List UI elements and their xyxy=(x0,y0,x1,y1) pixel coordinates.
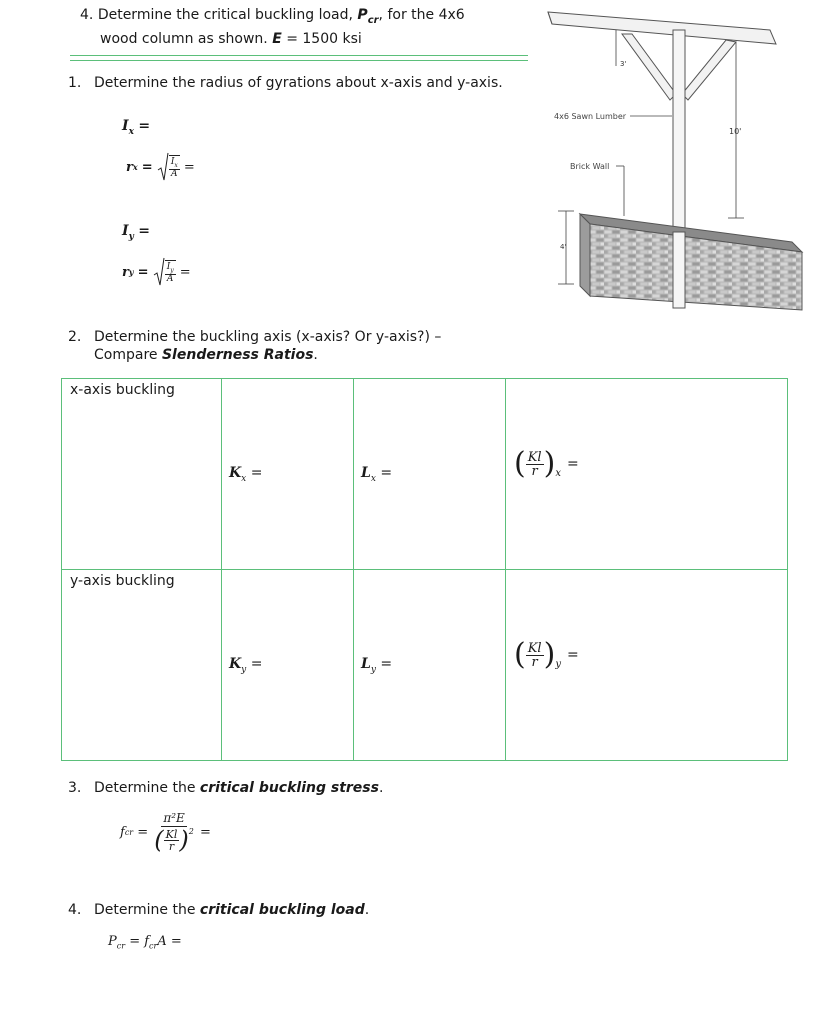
dim-top-label: 3' xyxy=(620,60,627,68)
q4-bold-term: critical buckling load xyxy=(199,902,365,918)
rx-formula: r x = $\frac{I_x}{A}$ = xyxy=(126,152,195,182)
pcr-symbol: $P_{cr}$ xyxy=(357,7,379,26)
q2-line-1: Determine the buckling axis (x-axis? Or y-axis?) – xyxy=(94,329,442,345)
iy-line: $I_y$ = xyxy=(122,223,150,242)
q1-text: Determine the radius of gyrations about x-axis and y-axis. xyxy=(94,75,503,91)
kx-field: $K_x$ = xyxy=(229,464,263,484)
q3-bold-term: critical buckling stress xyxy=(199,780,379,796)
left-brace xyxy=(622,34,676,100)
table-row-y xyxy=(62,570,788,761)
slenderness-table xyxy=(61,378,788,761)
q2-number: 2. xyxy=(68,329,82,345)
q2-bold-term: Slenderness Ratios xyxy=(161,347,314,363)
problem-header xyxy=(80,6,465,48)
column-figure xyxy=(540,6,810,311)
q1-prompt xyxy=(68,75,503,91)
ix-line: $I_x$ = xyxy=(122,118,151,137)
q2-prompt: 2. Determine the buckling axis (x-axis? Or y-axis?) – Compare Slenderness Ratios. xyxy=(68,329,442,363)
q4-number: 4. xyxy=(68,902,82,918)
dim-left-label: 4' xyxy=(560,243,567,251)
ry-formula: r y = $\frac{I_y}{A}$ = xyxy=(122,257,191,287)
wall-label: Brick Wall xyxy=(570,162,610,171)
q3-prompt: 3. Determine the critical buckling stress. xyxy=(68,780,384,796)
dim-right-label: 10' xyxy=(729,127,742,136)
y-axis-label: y-axis buckling xyxy=(70,573,175,589)
header-rule xyxy=(70,55,528,61)
e-symbol: E xyxy=(272,30,282,47)
pcr-formula: $P_{cr} = f_{cr}A$ = xyxy=(108,934,182,951)
header-text-1: Determine the critical buckling load, xyxy=(97,7,358,23)
q4-prompt: 4. Determine the critical buckling load. xyxy=(68,902,370,918)
header-number: 4. xyxy=(80,7,94,23)
ratio-x: ( $\frac{Kl}{r}$ ) $_x$ = xyxy=(514,446,579,481)
table-row-x xyxy=(62,379,788,570)
header-text-3: wood column as shown. xyxy=(100,30,273,47)
right-brace xyxy=(682,40,736,100)
q1-number: 1. xyxy=(68,75,82,91)
header-line-2 xyxy=(80,30,465,48)
ratio-y: ( $\frac{Kl}{r}$ ) $_y$ = xyxy=(514,637,579,672)
beam xyxy=(548,12,776,44)
q3-number: 3. xyxy=(68,780,82,796)
header-text-2: , for the 4x6 xyxy=(378,7,465,23)
lumber-label: 4x6 Sawn Lumber xyxy=(554,112,627,121)
header-text-4: = 1500 ksi xyxy=(281,30,362,47)
lx-field: $L_x$ = xyxy=(361,464,393,484)
header-line-1 xyxy=(80,6,465,30)
x-axis-label: x-axis buckling xyxy=(70,382,175,398)
fcr-formula: f cr = π²E ( $\frac{Kl}{r}$ ) $^2$ = xyxy=(120,811,211,854)
ly-field: $L_y$ = xyxy=(361,655,393,675)
ky-field: $K_y$ = xyxy=(229,655,263,675)
